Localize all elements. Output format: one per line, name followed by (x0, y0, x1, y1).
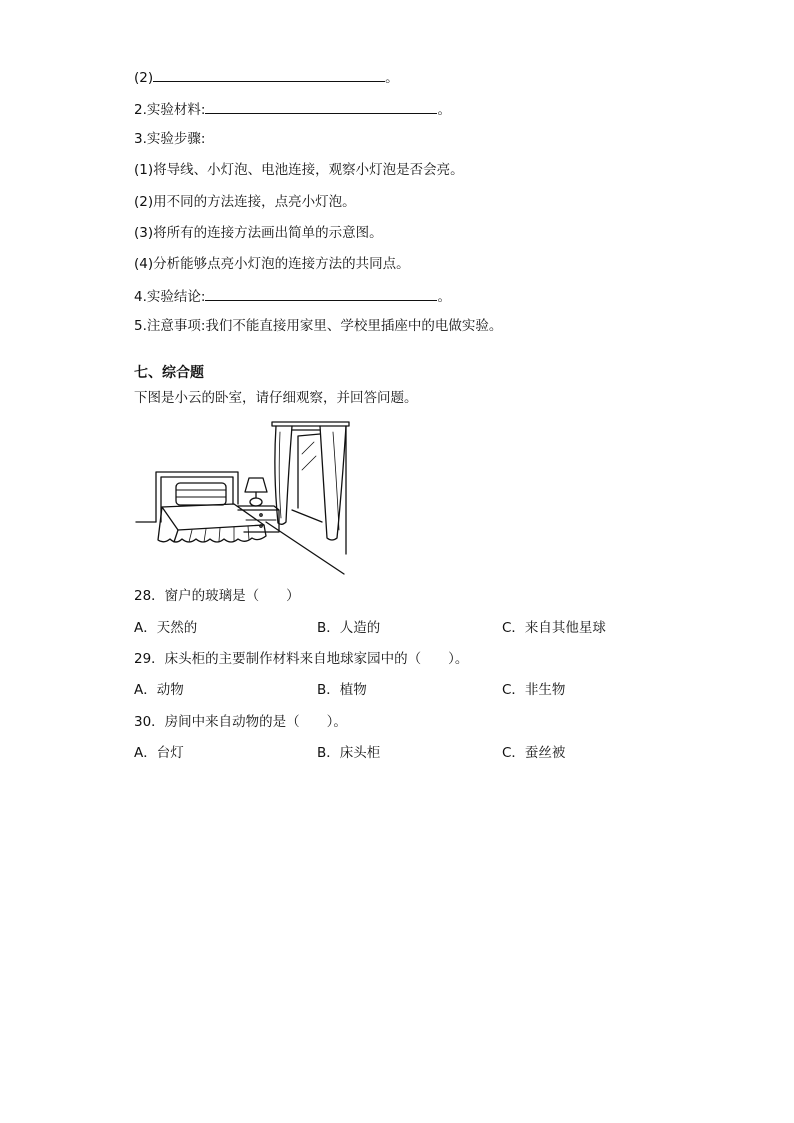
experiment-item-2 (134, 67, 399, 87)
window-frame (292, 430, 322, 522)
question-30-option-c[interactable]: C．蚕丝被 (502, 745, 566, 761)
bed-corner (174, 530, 178, 542)
floor-edge (266, 522, 344, 574)
conclusion-suffix: 。 (437, 289, 451, 305)
question-30-stem: 30．房间中来自动物的是（ ）。 (134, 714, 347, 730)
curtain-fold (279, 432, 281, 518)
experiment-conclusion (134, 286, 451, 306)
lamp-base (250, 498, 262, 506)
curtain-left (275, 426, 292, 524)
section-title: 七、综合题 (134, 365, 204, 381)
answer-blank[interactable] (153, 67, 385, 82)
curtain-fold (333, 432, 339, 530)
answer-blank[interactable] (205, 286, 437, 301)
folded-quilt (176, 483, 226, 505)
experiment-materials (134, 99, 451, 119)
conclusion-label: 4.实验结论: (134, 289, 206, 305)
curtain-rod (272, 422, 349, 426)
experiment-step-1: (1)将导线、小灯泡、电池连接，观察小灯泡是否会亮。 (134, 162, 464, 178)
question-29-option-c[interactable]: C．非生物 (502, 682, 566, 698)
item-2-suffix: 。 (385, 70, 399, 86)
drawer-knob (260, 525, 262, 527)
lamp-shade (245, 478, 267, 492)
item-2-prefix: (2) (134, 70, 154, 86)
materials-suffix: 。 (437, 102, 451, 118)
drawer-knob (260, 514, 262, 516)
mattress-top (162, 504, 264, 530)
question-29-option-b[interactable]: B．植物 (317, 682, 367, 698)
question-29-stem: 29．床头柜的主要制作材料来自地球家园中的（ ）。 (134, 651, 469, 667)
glass-reflection (302, 442, 316, 470)
section-intro: 下图是小云的卧室，请仔细观察，并回答问题。 (134, 390, 418, 406)
experiment-notes: 5.注意事项:我们不能直接用家里、学校里插座中的电做实验。 (134, 318, 503, 334)
materials-label: 2.实验材料: (134, 102, 206, 118)
question-30-option-a[interactable]: A．台灯 (134, 745, 184, 761)
experiment-steps-label: 3.实验步骤: (134, 131, 206, 147)
experiment-step-3: (3)将所有的连接方法画出简单的示意图。 (134, 225, 383, 241)
bedroom-illustration (134, 418, 354, 576)
question-28-option-a[interactable]: A．天然的 (134, 620, 198, 636)
question-30-option-b[interactable]: B．床头柜 (317, 745, 381, 761)
curtain-right (320, 426, 346, 540)
experiment-step-4: (4)分析能够点亮小灯泡的连接方法的共同点。 (134, 256, 410, 272)
headboard-inner (161, 477, 233, 522)
question-28-option-c[interactable]: C．来自其他星球 (502, 620, 606, 636)
window-pane (298, 434, 320, 508)
answer-blank[interactable] (205, 99, 437, 114)
question-28-option-b[interactable]: B．人造的 (317, 620, 381, 636)
question-28-stem: 28．窗户的玻璃是（ ） (134, 588, 300, 604)
question-29-option-a[interactable]: A．动物 (134, 682, 184, 698)
experiment-step-2: (2)用不同的方法连接，点亮小灯泡。 (134, 194, 356, 210)
